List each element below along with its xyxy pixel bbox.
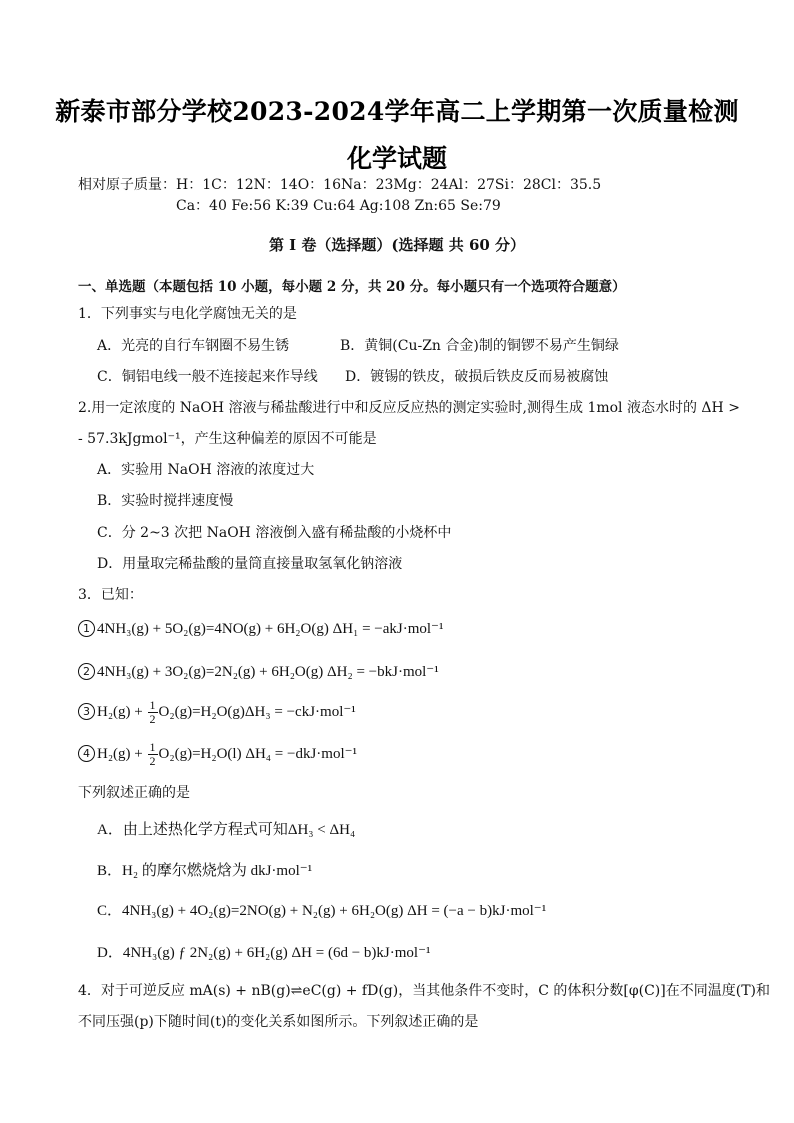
q3-equation-2: 2 4NH₃(g) + 3O₂(g)=2N₂(g) + 6H₂O(g) ΔH₂ = −bkJ·mol⁻¹ <box>78 663 439 681</box>
exam-subtitle: 化学试题 <box>346 144 447 173</box>
q2-stem-line-1: 2.用一定浓度的 NaOH 溶液与稀盐酸进行中和反应反应热的测定实验时,测得生成 1mol 液态水时的 ΔH > <box>78 400 740 416</box>
q4-stem-line-2: 不同压强(p)下随时间(t)的变化关系如图所示。下列叙述正确的是 <box>78 1014 479 1030</box>
q2-option-b: B．实验时搅拌速度慢 <box>97 493 234 509</box>
q2-option-a: A．实验用 NaOH 溶液的浓度过大 <box>97 462 315 478</box>
circled-number-1: 1 <box>78 620 95 637</box>
q1-option-c: C．铜铝电线一般不连接起来作导线 <box>97 369 318 385</box>
q3-equation-4: 4 H₂(g) + $\frac{1}{2}$ O₂(g)=H₂O(l) ΔH₄ = −dkJ·mol⁻¹ <box>78 739 357 769</box>
circled-number-3: 3 <box>78 703 95 720</box>
fraction-one-half: $\frac{1}{2}$ <box>149 740 156 769</box>
q3-option-a: A．由上述热化学方程式可知ΔH₃ < ΔH₄ <box>97 822 356 838</box>
q4-stem-line-1: 4．对于可逆反应 mA(s) + nB(g)⇌eC(g) + fD(g)，当其他条件不变时，C 的体积分数[φ(C)]在不同温度(T)和 <box>78 983 770 999</box>
exam-title: 新泰市部分学校2023-2024学年高二上学期第一次质量检测 <box>55 97 739 126</box>
q3-option-d: D．4NH₃(g) ƒ 2N₂(g) + 6H₂(g) ΔH = (6d − b)kJ·mol⁻¹ <box>97 945 431 961</box>
section-title: 第 I 卷（选择题）(选择题 共 60 分） <box>268 236 526 254</box>
circled-number-4: 4 <box>78 745 95 762</box>
circled-number-2: 2 <box>78 663 95 680</box>
q3-equation-1: 1 4NH₃(g) + 5O₂(g)=4NO(g) + 6H₂O(g) ΔH₁ = −akJ·mol⁻¹ <box>78 620 443 638</box>
q2-option-d: D．用量取完稀盐酸的量筒直接量取氢氧化钠溶液 <box>97 556 403 572</box>
q2-option-c: C．分 2~3 次把 NaOH 溶液倒入盛有稀盐酸的小烧杯中 <box>97 525 452 541</box>
q1-stem: 1．下列事实与电化学腐蚀无关的是 <box>78 306 297 322</box>
q1-option-d: D．镀锡的铁皮，破损后铁皮反而易被腐蚀 <box>345 369 609 385</box>
part1-heading: 一、单选题（本题包括 10 小题，每小题 2 分，共 20 分。每小题只有一个选项符合题意） <box>78 279 626 295</box>
q1-option-b: B．黄铜(Cu-Zn 合金)制的铜锣不易产生铜绿 <box>340 338 619 354</box>
atomic-mass-line-1: 相对原子质量：H：1C：12N：14O：16Na：23Mg：24Al：27Si：28Cl：35.5 <box>78 177 602 193</box>
q3-prompt: 下列叙述正确的是 <box>78 785 190 801</box>
q3-option-c: C．4NH₃(g) + 4O₂(g)=2NO(g) + N₂(g) + 6H₂O(g) ΔH = (−a − b)kJ·mol⁻¹ <box>97 903 547 919</box>
atomic-mass-line-2: Ca：40 Fe:56 K:39 Cu:64 Ag:108 Zn:65 Se:79 <box>176 198 501 214</box>
q3-equation-3: 3 H₂(g) + $\frac{1}{2}$ O₂(g)=H₂O(g)ΔH₃ = −ckJ·mol⁻¹ <box>78 697 356 727</box>
q3-option-b: B．H₂ 的摩尔燃烧焓为 dkJ·mol⁻¹ <box>97 863 313 879</box>
q3-stem: 3．已知： <box>78 587 143 603</box>
fraction-one-half: $\frac{1}{2}$ <box>149 698 156 727</box>
q2-stem-line-2: - 57.3kJgmol⁻¹，产生这种偏差的原因不可能是 <box>78 431 377 447</box>
q1-option-a: A．光亮的自行车钢圈不易生锈 <box>97 338 290 354</box>
